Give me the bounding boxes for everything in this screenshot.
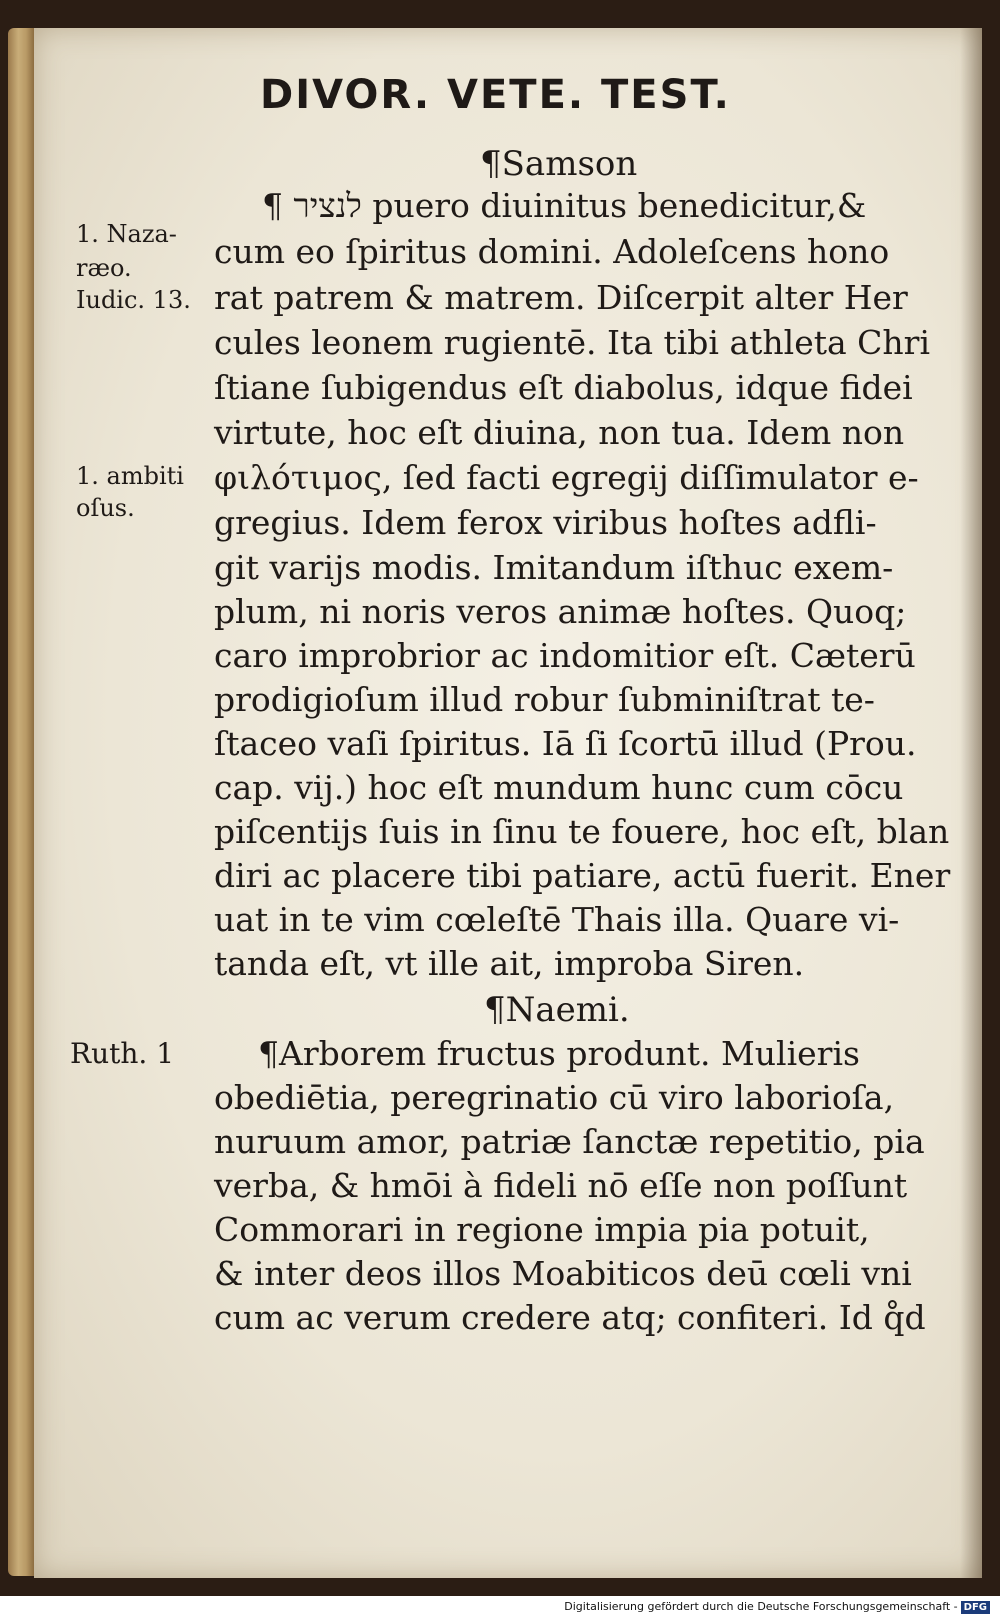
paragraph-mark: ¶ [258,1034,279,1073]
text-line: cap. vij.) hoc eſt mundum hunc cum cōcu [214,768,904,807]
text-line: ſtaceo vaſi ſpiritus. Iā ſi ſcortū illud (Prou. [214,724,917,763]
text-line: verba, & hmōi à fideli nō eſſe non poſſunt [214,1166,908,1205]
text-line: plum, ni noris veros animæ hoſtes. Quoq; [214,592,907,631]
margin-note: 1. ambiti [76,462,184,490]
paragraph-mark: ¶ [480,144,502,184]
text-line: cum ac verum credere atq; confiteri. Id q̊d [214,1298,926,1337]
dfg-logo: DFG [961,1601,990,1614]
page-gutter [960,28,982,1578]
margin-note: Iudic. 13. [76,286,191,314]
text-line [258,1034,860,1074]
digitization-credit [564,1600,990,1614]
margin-note: oſus. [76,494,135,522]
text-line-content: לנציר puero diuinitus benedicitur,& [293,186,867,225]
text-line: φιλότιμος, ſed facti egregij diſſimulator e- [214,458,919,497]
section-heading-samson [480,144,637,184]
text-line [262,186,866,226]
text-line: piſcentijs ſuis in ſinu te fouere, hoc eſt, blan [214,812,950,851]
text-line: Commorari in regione impia pia potuit, [214,1210,870,1249]
text-line: diri ac placere tibi patiare, actū fuerit. Ener [214,856,951,895]
section-heading-text: Samson [501,144,638,184]
text-line: cum eo ſpiritus domini. Adoleſcens hono [214,232,890,271]
text-line: rat patrem & matrem. Diſcerpit alter Her [214,278,908,317]
running-header: DIVOR. VETE. TEST. [260,72,731,118]
paragraph-mark: ¶ [262,186,283,225]
text-line: nuruum amor, patriæ ſanctæ repetitio, pia [214,1122,925,1161]
page-edges [8,28,34,1576]
margin-note: ræo. [76,254,132,282]
margin-note: 1. Naza- [76,220,177,248]
section-heading-naemi [484,990,630,1030]
text-line: uat in te vim cœleſtē Thais illa. Quare vi- [214,900,900,939]
text-line: obediētia, peregrinatio cū viro laborioſa, [214,1078,895,1117]
credit-text: Digitalisierung gefördert durch die Deutsche Forschungsgemeinschaft - [564,1600,958,1613]
text-line: caro improbrior ac indomitior eſt. Cæterū [214,636,916,675]
text-line: git varijs modis. Imitandum iſthuc exem- [214,548,894,587]
text-line: ſtiane ſubigendus eſt diabolus, idque fidei [214,368,913,407]
text-line: cules leonem rugientē. Ita tibi athleta Chri [214,323,930,362]
margin-note: Ruth. 1 [70,1037,175,1070]
text-line: & inter deos illos Moabiticos deū cœli vni [214,1254,912,1293]
text-line: gregius. Idem ferox viribus hoſtes adfli- [214,503,877,542]
text-line: virtute, hoc eſt diuina, non tua. Idem non [214,413,905,452]
text-line-content: Arborem fructus produnt. Mulieris [279,1034,860,1073]
text-line: prodigioſum illud robur ſubminiſtrat te- [214,680,875,719]
section-heading-text: Naemi. [505,990,630,1030]
paragraph-mark: ¶ [484,990,506,1030]
text-line: tanda eſt, vt ille ait, improba Siren. [214,944,805,983]
